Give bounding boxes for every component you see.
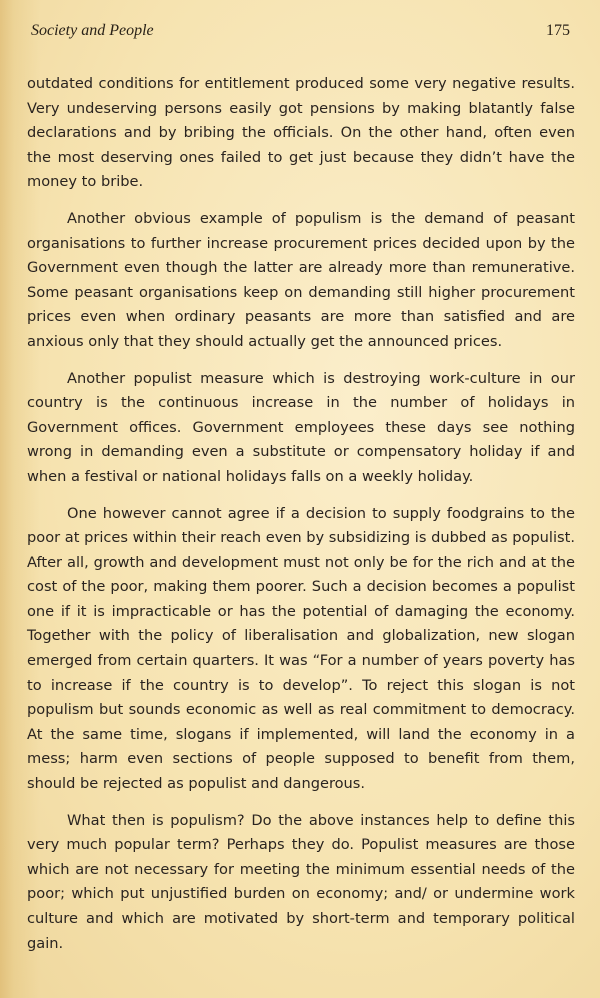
running-head: Society and People bbox=[31, 22, 154, 39]
page-header bbox=[31, 22, 570, 44]
paragraph: Another obvious example of populism is the demand of peasant organisations to further increase procurement prices decided upon by the Government even though the latter are already more than remunerative. Some peasant organisations keep on demanding still higher procurement prices even when ordinary peasants are more than satisfied and are anxious only that they should actually get the announced prices. bbox=[27, 209, 575, 350]
paragraph: What then is populism? Do the above instances help to define this very much popular term? Perhaps they do. Populist measures are those which are not necessary for meeting the minimum essential needs of the poor; which put unjustified burden on economy; and/ or undermine work culture and which are motivated by short-term and temporary political gain. bbox=[27, 811, 575, 952]
page-number: 175 bbox=[546, 22, 570, 39]
paragraph: Another populist measure which is destroying work-culture in our country is the continuous increase in the number of holidays in Government offices. Government employees these days see nothing wrong in demanding even a substitute or compensatory holiday if and when a festival or national holidays falls on a weekly holiday. bbox=[27, 369, 575, 485]
body-text bbox=[27, 72, 575, 968]
paragraph: One however cannot agree if a decision to supply foodgrains to the poor at prices within their reach even by subsidizing is dubbed as populist. After all, growth and development must not only be for the rich and at the cost of the poor, making them poorer. Such a decision becomes a populist one if it is impracticable or has the potential of damaging the economy. Together with the policy of liberalisation and globalization, new slogan emerged from certain quarters. It was “For a number of years poverty has to increase if the country is to develop”. To reject this slogan is not populism but sounds economic as well as real commitment to democracy. At the same time, slogans if implemented, will land the economy in a mess; harm even sections of people supposed to benefit from them, should be rejected as populist and dangerous. bbox=[27, 504, 575, 793]
paragraph-continued: outdated conditions for entitlement produced some very negative results. Very undeserving persons easily got pensions by making blatantly false declarations and by bribing the officials. On the other hand, often even the most deserving ones failed to get just because they didn’t have the money to bribe. bbox=[27, 75, 575, 191]
